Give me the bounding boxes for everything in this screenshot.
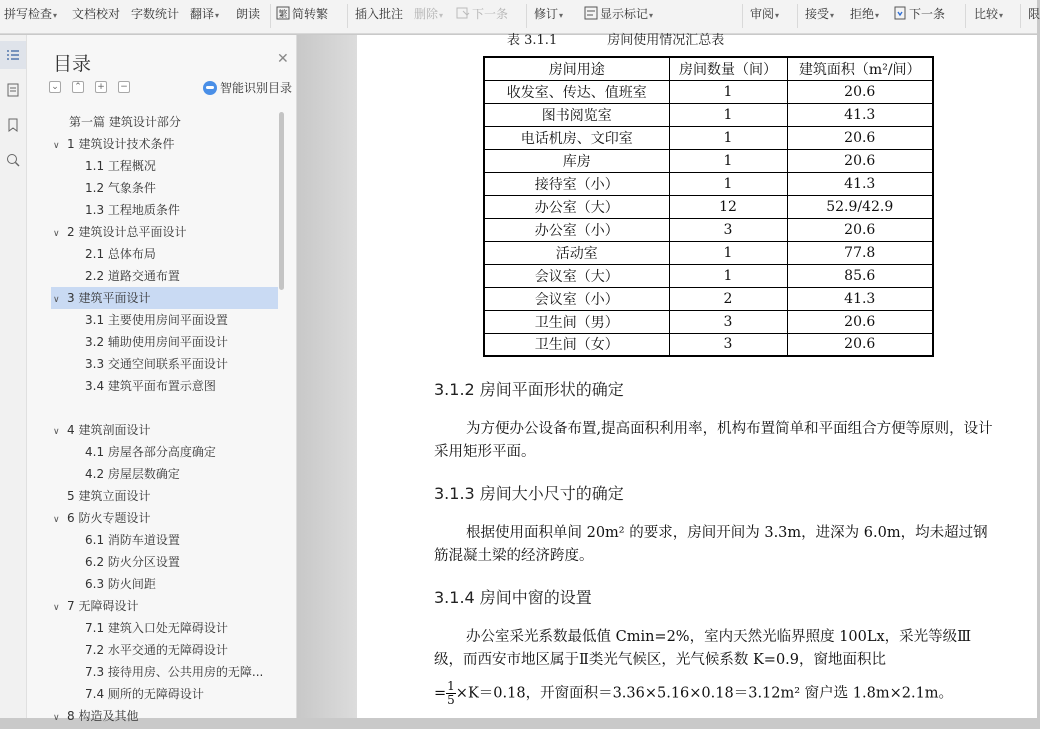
- cell-room-area: 85.6: [787, 264, 933, 287]
- cell-room-use: 库房: [484, 149, 669, 172]
- toc-item-label: 3.3 交通空间联系平面设计: [85, 357, 228, 371]
- toc-item[interactable]: [27, 551, 277, 573]
- toc-item-label: 7.4 厕所的无障碍设计: [85, 687, 204, 701]
- table-caption-number: 表 3.1.1: [507, 33, 558, 48]
- cell-room-area: 41.3: [787, 172, 933, 195]
- toc-item-label: 6.3 防火间距: [85, 577, 156, 591]
- word-count-button[interactable]: 字数统计: [131, 7, 180, 21]
- header-room-count: 房间数量（间）: [669, 57, 787, 80]
- toc-item-label: 7 无障碍设计: [67, 599, 139, 613]
- toc-item[interactable]: [27, 331, 277, 353]
- delete-label: 删除: [414, 7, 439, 21]
- formula-fraction: [446, 680, 456, 707]
- insert-comment-button[interactable]: 插入批注: [355, 7, 404, 21]
- cell-room-use: 活动室: [484, 241, 669, 264]
- table-row: [484, 80, 933, 103]
- toc-item[interactable]: [27, 265, 277, 287]
- room-table-body: [484, 80, 933, 356]
- toc-item[interactable]: [27, 661, 277, 683]
- toc-item-label: 1.3 工程地质条件: [85, 203, 180, 217]
- table-row: [484, 103, 933, 126]
- table-row: [484, 310, 933, 333]
- header-room-use: 房间用途: [484, 57, 669, 80]
- formula-denominator: 5: [447, 693, 455, 707]
- toc-item[interactable]: [27, 529, 277, 551]
- convert-icon: [276, 6, 290, 20]
- paragraph-3-1-4: 办公室采光系数最低值 Cmin=2%，室内天然光临界照度 100Lx，采光等级Ⅲ级，而西安市地区属于Ⅱ类光气候区，光气候系数 K=0.9，窗地面积比: [434, 629, 972, 668]
- toc-item-label: 6.2 防火分区设置: [85, 555, 180, 569]
- smart-toc-button[interactable]: [203, 79, 292, 96]
- toc-item-label: 7.3 接待用房、公共用房的无障...: [85, 665, 264, 679]
- compare-label: 比较: [974, 7, 999, 21]
- toc-item[interactable]: [27, 133, 277, 155]
- formula-numerator: 1: [447, 679, 455, 693]
- cell-room-use: 卫生间（男）: [484, 310, 669, 333]
- close-icon[interactable]: ✕: [277, 51, 289, 67]
- toc-item[interactable]: [27, 573, 277, 595]
- toc-item[interactable]: [27, 595, 277, 617]
- table-row: [484, 287, 933, 310]
- cell-room-area: 41.3: [787, 103, 933, 126]
- revise-button[interactable]: 修订▾: [534, 7, 564, 21]
- toc-item-label: 6.1 消防车道设置: [85, 533, 180, 547]
- table-row: [484, 333, 933, 356]
- cell-room-use: 会议室（大）: [484, 264, 669, 287]
- next-change-icon: [893, 6, 907, 20]
- toc-item-label: 5 建筑立面设计: [67, 489, 151, 503]
- toc-item[interactable]: [27, 243, 277, 265]
- toc-item-label: 3.4 建筑平面布置示意图: [85, 379, 216, 393]
- accept-label: 接受: [805, 7, 830, 21]
- find-panel-button[interactable]: [0, 146, 26, 174]
- cell-room-count: 1: [669, 149, 787, 172]
- chevron-down-icon[interactable]: ∨: [53, 295, 60, 305]
- toc-item-label: 1 建筑设计技术条件: [67, 137, 175, 151]
- cell-room-use: 收发室、传达、值班室: [484, 80, 669, 103]
- next-comment-button[interactable]: [456, 5, 508, 22]
- toc-item[interactable]: [51, 287, 278, 309]
- table-row: [484, 241, 933, 264]
- cell-room-count: 3: [669, 333, 787, 356]
- show-marks-label: 显示标记: [600, 7, 649, 21]
- cell-room-area: 20.6: [787, 149, 933, 172]
- toc-item-label: 8 构造及其他: [67, 709, 139, 723]
- cell-room-count: 3: [669, 218, 787, 241]
- compare-button[interactable]: 比较▾: [974, 7, 1004, 21]
- show-marks-button[interactable]: 显示标记▾: [584, 5, 653, 22]
- cell-room-count: 3: [669, 310, 787, 333]
- next-comment-icon: [456, 6, 470, 20]
- heading-3-1-2: 3.1.2 房间平面形状的确定: [434, 380, 624, 399]
- svg-text:繁: 繁: [278, 10, 288, 20]
- reject-label: 拒绝: [850, 7, 875, 21]
- toc-item-label: 3.2 辅助使用房间平面设计: [85, 335, 228, 349]
- chevron-down-icon[interactable]: ∨: [53, 141, 60, 151]
- table-row: [484, 149, 933, 172]
- smart-toc-label: 智能识别目录: [220, 81, 293, 95]
- table-header-row: [484, 57, 933, 80]
- next-comment-label: 下一条: [472, 7, 509, 21]
- cell-room-use: 会议室（小）: [484, 287, 669, 310]
- toc-item[interactable]: [27, 507, 277, 529]
- cell-room-count: 2: [669, 287, 787, 310]
- toc-item-label: 7.2 水平交通的无障碍设计: [85, 643, 228, 657]
- toc-list-icon: [6, 48, 20, 62]
- show-marks-icon: [584, 6, 598, 20]
- toc-item[interactable]: [27, 419, 277, 441]
- next-change-label: 下一条: [909, 7, 946, 21]
- toc-list: [27, 111, 297, 723]
- cell-room-area: 77.8: [787, 241, 933, 264]
- toc-navigation-pane: [27, 35, 297, 723]
- doc-proof-button[interactable]: 文档校对: [72, 7, 121, 21]
- read-aloud-button[interactable]: 朗读: [236, 7, 261, 21]
- toc-item[interactable]: [27, 199, 277, 221]
- toc-item-label: 6 防火专题设计: [67, 511, 151, 525]
- add-heading-icon[interactable]: +: [95, 81, 107, 93]
- search-icon: [6, 153, 20, 167]
- cell-room-area: 52.9/42.9: [787, 195, 933, 218]
- toc-item-label: 2 建筑设计总平面设计: [67, 225, 187, 239]
- toc-item[interactable]: [27, 221, 277, 243]
- cell-room-use: 图书阅览室: [484, 103, 669, 126]
- cell-room-use: 电话机房、文印室: [484, 126, 669, 149]
- toc-item-label: 2.2 道路交通布置: [85, 269, 180, 283]
- chapter-icon: [6, 83, 20, 97]
- table-row: [484, 195, 933, 218]
- toc-item-label: 7.1 建筑入口处无障碍设计: [85, 621, 228, 635]
- toc-item[interactable]: [27, 397, 277, 419]
- paragraph-3-1-3: 根据使用面积单间 20m² 的要求，房间开间为 3.3m，进深为 6.0m，均未超过钢筋混凝土梁的经济跨度。: [434, 525, 988, 564]
- toc-item-label: 3 建筑平面设计: [67, 291, 151, 305]
- table-caption-title: 房间使用情况汇总表: [607, 33, 725, 48]
- room-usage-table: [483, 56, 934, 357]
- limit-button[interactable]: 限: [1028, 7, 1040, 21]
- cell-room-count: 1: [669, 264, 787, 287]
- cell-room-count: 1: [669, 126, 787, 149]
- cell-room-use: 办公室（大）: [484, 195, 669, 218]
- cell-room-use: 卫生间（女）: [484, 333, 669, 356]
- table-row: [484, 172, 933, 195]
- bookmark-icon: [6, 118, 20, 132]
- smart-toc-icon: [203, 81, 217, 95]
- chevron-down-icon[interactable]: ∨: [53, 229, 60, 239]
- paragraph-3-1-2: 为方便办公设备布置,提高面积利用率，机构布置简单和平面组合方便等原则，设计采用矩形平面。: [434, 421, 993, 460]
- heading-3-1-4: 3.1.4 房间中窗的设置: [434, 588, 592, 607]
- chapter-panel-button[interactable]: [0, 76, 26, 104]
- table-row: [484, 126, 933, 149]
- formula-text: ×K＝0.18，开窗面积＝3.36×5.16×0.18＝3.12m² 窗户选 1.8m×2.1m。: [455, 685, 954, 702]
- table-caption: [507, 29, 774, 48]
- translate-label: 翻译: [190, 7, 215, 21]
- expand-all-icon[interactable]: ⌃: [72, 81, 84, 93]
- cell-room-area: 20.6: [787, 80, 933, 103]
- page-shadow: [297, 35, 357, 718]
- cell-room-use: 办公室（小）: [484, 218, 669, 241]
- window-area-formula: [434, 680, 953, 707]
- table-row: [484, 218, 933, 241]
- toc-item-label: 1.1 工程概况: [85, 159, 156, 173]
- toc-item-label: 4.1 房屋各部分高度确定: [85, 445, 216, 459]
- toc-item[interactable]: [27, 353, 277, 375]
- cell-room-count: 1: [669, 103, 787, 126]
- toc-item[interactable]: [27, 463, 277, 485]
- cell-room-use: 接待室（小）: [484, 172, 669, 195]
- formula-equals: =: [434, 685, 447, 702]
- toc-item-label: 4.2 房屋层数确定: [85, 467, 180, 481]
- toc-item[interactable]: [27, 639, 277, 661]
- toc-item[interactable]: [27, 375, 277, 397]
- cell-room-area: 20.6: [787, 310, 933, 333]
- heading-3-1-3: 3.1.3 房间大小尺寸的确定: [434, 484, 624, 503]
- translate-button[interactable]: 翻译▾: [190, 7, 220, 21]
- cell-room-count: 1: [669, 80, 787, 103]
- toc-item[interactable]: [27, 177, 277, 199]
- toc-item[interactable]: [27, 155, 277, 177]
- spell-check-label: 拼写检查: [4, 7, 53, 21]
- toc-item-label: 2.1 总体布局: [85, 247, 156, 261]
- cell-room-area: 20.6: [787, 333, 933, 356]
- accept-button[interactable]: 接受▾: [805, 7, 835, 21]
- toc-item-label: 3.1 主要使用房间平面设置: [85, 313, 228, 327]
- review-button[interactable]: 审阅▾: [750, 7, 780, 21]
- reject-button[interactable]: 拒绝▾: [850, 7, 880, 21]
- convert-traditional-button[interactable]: [276, 5, 328, 22]
- toc-item[interactable]: [27, 111, 277, 133]
- cell-room-count: 12: [669, 195, 787, 218]
- chevron-down-icon[interactable]: ∨: [53, 713, 60, 723]
- toc-item[interactable]: [27, 705, 277, 727]
- toc-item-label: 1.2 气象条件: [85, 181, 156, 195]
- convert-label: 简转繁: [292, 7, 329, 21]
- revise-label: 修订: [534, 7, 559, 21]
- bookmark-panel-button[interactable]: [0, 111, 26, 139]
- toc-item[interactable]: [27, 683, 277, 705]
- toc-scrollbar[interactable]: [279, 112, 284, 290]
- review-label: 审阅: [750, 7, 775, 21]
- toc-item-label: 第一篇 建筑设计部分: [69, 115, 181, 129]
- cell-room-area: 20.6: [787, 126, 933, 149]
- toc-item[interactable]: [27, 309, 277, 331]
- spell-check-button[interactable]: 拼写检查▾: [4, 7, 58, 21]
- toc-panel-button[interactable]: [0, 41, 26, 69]
- toc-item[interactable]: [27, 617, 277, 639]
- chevron-down-icon[interactable]: ∨: [53, 427, 60, 437]
- chevron-down-icon[interactable]: ∨: [53, 603, 60, 613]
- next-change-button[interactable]: [893, 5, 945, 22]
- document-page[interactable]: [357, 35, 1037, 718]
- table-row: [484, 264, 933, 287]
- cell-room-count: 1: [669, 172, 787, 195]
- toc-item[interactable]: [27, 441, 277, 463]
- collapse-all-icon[interactable]: ⌄: [49, 81, 61, 93]
- header-room-area: 建筑面积（m²/间）: [787, 57, 933, 80]
- cell-room-count: 1: [669, 241, 787, 264]
- delete-comment-button[interactable]: 删除▾: [414, 7, 444, 21]
- remove-heading-icon[interactable]: −: [118, 81, 130, 93]
- toc-item-label: 4 建筑剖面设计: [67, 423, 151, 437]
- side-icon-strip: [0, 35, 27, 718]
- chevron-down-icon[interactable]: ∨: [53, 515, 60, 525]
- toc-item[interactable]: [27, 485, 277, 507]
- cell-room-area: 20.6: [787, 218, 933, 241]
- toc-title: 目录: [53, 53, 92, 75]
- cell-room-area: 41.3: [787, 287, 933, 310]
